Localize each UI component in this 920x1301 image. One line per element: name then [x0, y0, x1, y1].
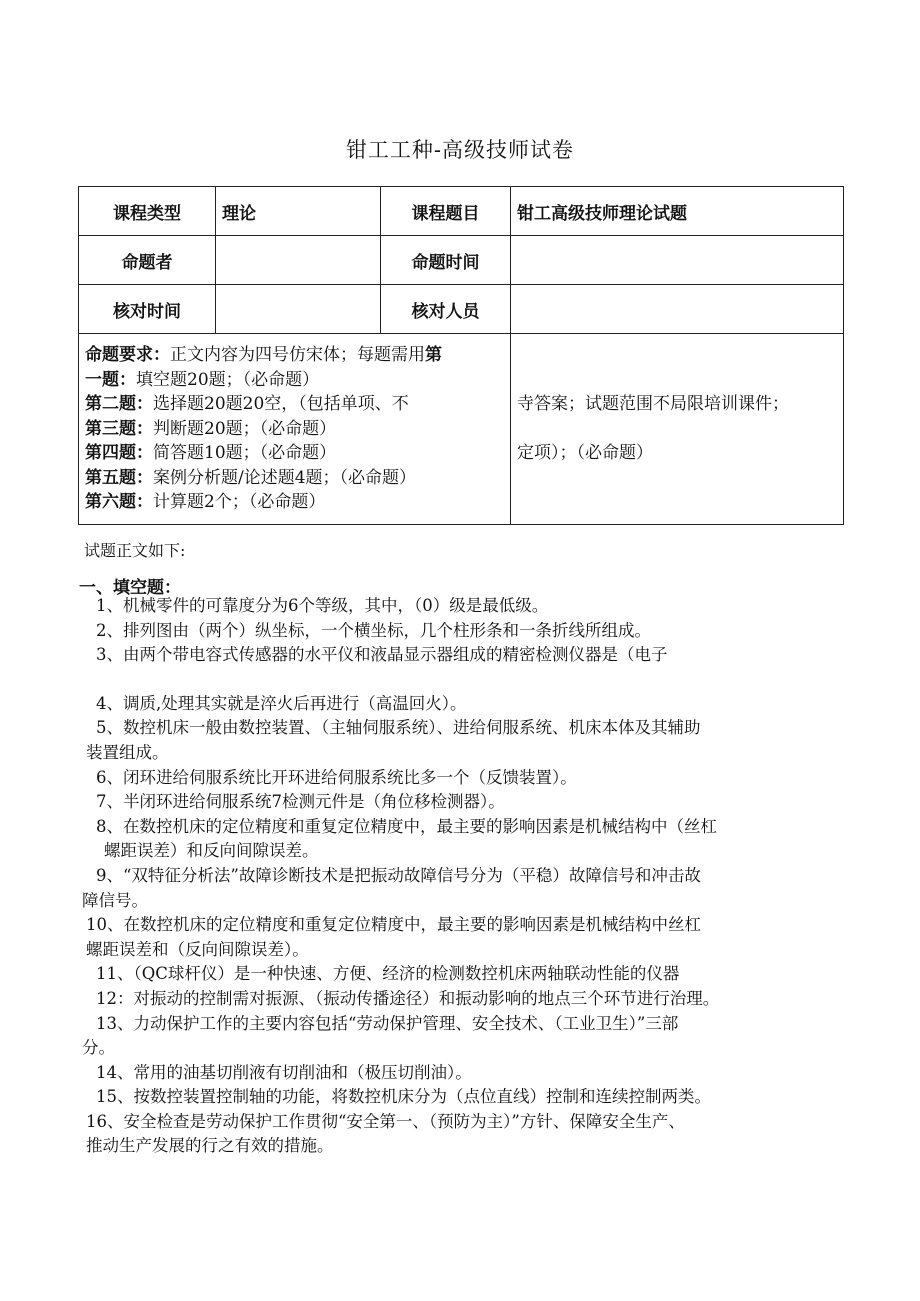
course-type-value: 理论: [216, 187, 381, 236]
author-time-value: [511, 236, 844, 285]
list-item: 3、由两个带电容式传感器的水平仪和液晶显示器组成的精密检测仪器是（电子: [96, 645, 668, 665]
course-info-table: [78, 186, 844, 525]
check-time-label: 核对时间: [79, 285, 216, 334]
requirement-line: 第二题：选择题20题20空，（包括单项、不: [85, 394, 409, 415]
list-item: 13、力动保护工作的主要内容包括“劳动保护管理、安全技术、（工业卫生）”三部: [96, 1013, 679, 1033]
question-list: [80, 594, 850, 1159]
page-title: 钳工工种-高级技师试卷: [345, 138, 575, 162]
requirements-right: [511, 334, 844, 525]
course-subject-value: 钳工高级技师理论试题: [511, 187, 844, 236]
requirement-line: 第四题：简答题10题；（必命题）: [85, 443, 337, 464]
requirement-line: 定项）；（必命题）: [517, 443, 653, 464]
checker-label: 核对人员: [381, 285, 511, 334]
list-item: 分。: [82, 1038, 115, 1058]
author-label: 命题者: [79, 236, 216, 285]
table-row: [79, 187, 844, 236]
list-item: 6、闭环进给伺服系统比开环进给伺服系统比多一个（反馈装置）。: [96, 767, 577, 787]
requirement-line: 第三题：判断题20题；（必命题）: [85, 418, 337, 439]
list-item: 螺距误差）和反向间隙误差。: [104, 841, 319, 861]
list-item: 7、半闭环进给伺服系统7检测元件是（角位移检测器）。: [96, 792, 505, 812]
course-subject-label: 课程题目: [381, 187, 511, 236]
requirements-left: [79, 334, 511, 525]
list-item: 14、常用的油基切削液有切削油和（极压切削油）。: [96, 1062, 472, 1082]
checker-value: [511, 285, 844, 334]
requirement-line: 一题：填空题20题；（必命题）: [85, 369, 320, 390]
list-item: 1、机械零件的可靠度分为6个等级，其中，（0）级是最低级。: [96, 596, 549, 615]
list-item: 16、安全检查是劳动保护工作贯彻“安全第一、（预防为主）”方针、保障安全生产、: [86, 1111, 685, 1131]
requirement-line: 寺答案；试题范围不局限培训课件；: [517, 394, 789, 415]
list-item: 4、调质,处理其实就是淬火后再进行（高温回火）。: [96, 693, 467, 713]
list-item: 12：对振动的控制需对振源、（振动传播途径）和振动影响的地点三个环节进行治理。: [96, 988, 720, 1008]
author-time-label: 命题时间: [381, 236, 511, 285]
list-item: 螺距误差和（反向间隙误差）。: [86, 939, 309, 959]
list-item: 装置组成。: [86, 742, 169, 762]
list-item: 障信号。: [82, 890, 148, 910]
requirement-line: [517, 417, 837, 442]
intro-text: 试题正文如下:: [84, 541, 186, 560]
list-item: 5、数控机床一般由数控装置、（主轴伺服系统）、进给伺服系统、机床本体及其辅助: [96, 718, 701, 738]
list-item: 推动生产发展的行之有效的措施。: [86, 1136, 334, 1156]
list-item: 10、在数控机床的定位精度和重复定位精度中，最主要的影响因素是机械结构中丝杠: [86, 915, 701, 935]
requirement-line: 命题要求：正文内容为四号仿宋体；每题需用第: [85, 345, 442, 366]
table-row: [79, 285, 844, 334]
table-row: [79, 236, 844, 285]
requirements-row: [79, 334, 844, 525]
list-item: 2、排列图由（两个）纵坐标，一个横坐标，几个柱形条和一条折线所组成。: [96, 620, 651, 640]
author-value: [216, 236, 381, 285]
check-time-value: [216, 285, 381, 334]
list-item: 9、“双特征分析法”故障诊断技术是把振动故障信号分为（平稳）故障信号和冲击故: [96, 865, 701, 885]
section-title: 一、填空题：: [79, 578, 181, 598]
list-item: 11、（QC球杆仪）是一种快速、方便、经济的检测数控机床两轴联动性能的仪器: [96, 964, 680, 984]
requirement-line: 第五题：案例分析题/论述题4题；（必命题）: [85, 467, 417, 488]
requirement-line: 第六题：计算题2个；（必命题）: [85, 492, 326, 513]
list-item: 8、在数控机床的定位精度和重复定位精度中，最主要的影响因素是机械结构中（丝杠: [96, 816, 717, 836]
course-type-label: 课程类型: [79, 187, 216, 236]
list-item: 15、按数控装置控制轴的功能，将数控机床分为（点位直线）控制和连续控制两类。: [96, 1087, 711, 1107]
